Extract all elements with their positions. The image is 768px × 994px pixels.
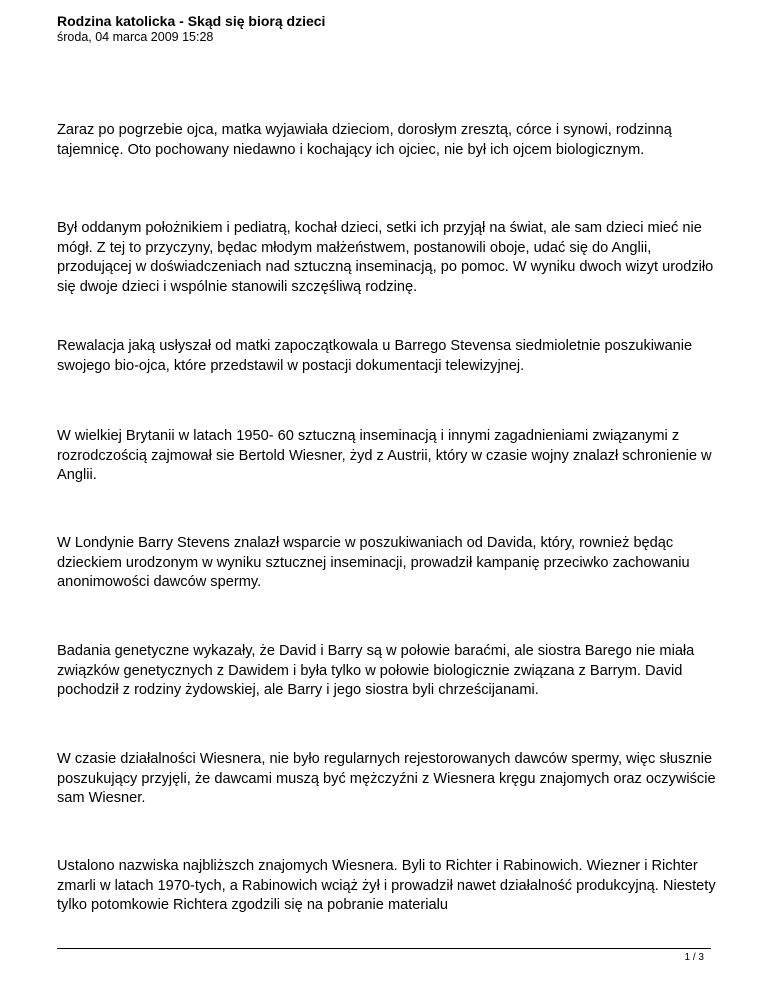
paragraph-7: W czasie działalności Wiesnera, nie było regularnych rejestorowanych dawców spermy, więc słusznie poszukujący przyjęli, że dawcami muszą być mężczyźni z Wiesnera kręgu znajomych oraz oczywiście sam Wiesner. xyxy=(57,751,716,806)
paragraph-6: Badania genetyczne wykazały, że David i Barry są w połowie baraćmi, ale siostra Barego nie miała związków genetycznych z Dawidem i była tylko w połowie biologicznie związana z Barrym. David pochodził z rodziny żydowskiej, ale Barry i jego siostra byli chrześcijanami. xyxy=(57,643,695,698)
paragraph-3: Rewalacja jaką usłyszał od matki zapoczątkowala u Barrego Stevensa siedmioletnie poszukiwanie swojego bio-ojca, które przedstawil w postacji dokumentacji telewizyjnej. xyxy=(57,338,693,374)
document-date: środa, 04 marca 2009 15:28 xyxy=(57,30,214,44)
paragraph-1: Zaraz po pogrzebie ojca, matka wyjawiała dzieciom, dorosłym zresztą, córce i synowi, rodzinną tajemnicę. Oto pochowany niedawno i kochający ich ojciec, nie był ich ojcem biologicznym. xyxy=(57,122,672,158)
paragraph-2: Był oddanym położnikiem i pediatrą, kochał dzieci, setki ich przyjął na świat, ale sam dzieci mieć nie mógł. Z tej to przyczyny, będac młodym małżeństwem, postanowili oboje, udać się do Anglii, przodującej w doświadczeniach nad sztuczną inseminacją, po pomoc. W wyniku dwoch wizyt urodziło się dwoje dzieci i wspólnie stanowili szczęśliwą rodzinę. xyxy=(57,220,714,295)
page-number: 1 / 3 xyxy=(684,952,704,963)
document-header xyxy=(57,13,325,45)
footer-divider xyxy=(57,948,711,949)
paragraph-4: W wielkiej Brytanii w latach 1950- 60 sztuczną inseminacją i innymi zagadnieniami związanymi z rozrodczością zajmował sie Bertold Wiesner, żyd z Austrii, który w czasie wojny znalazł schronienie w Anglii. xyxy=(57,428,712,483)
paragraph-5: W Londynie Barry Stevens znalazł wsparcie w poszukiwaniach od Davida, który, rownież będąc dzieckiem urodzonym w wyniku sztucznej inseminacji, prowadził kampanię przeciwko zachowaniu anonimowości dawców spermy. xyxy=(57,535,690,590)
document-title: Rodzina katolicka - Skąd się biorą dzieci xyxy=(57,13,326,29)
paragraph-8: Ustalono nazwiska najbliższch znajomych Wiesnera. Byli to Richter i Rabinowich. Wiezner i Richter zmarli w latach 1970-tych, a Rabinowich wciąż żył i prowadził nawet działalność produkcyjną. Niestety tylko potomkowie Richtera zgodzili się na pobranie materialu xyxy=(57,858,716,913)
